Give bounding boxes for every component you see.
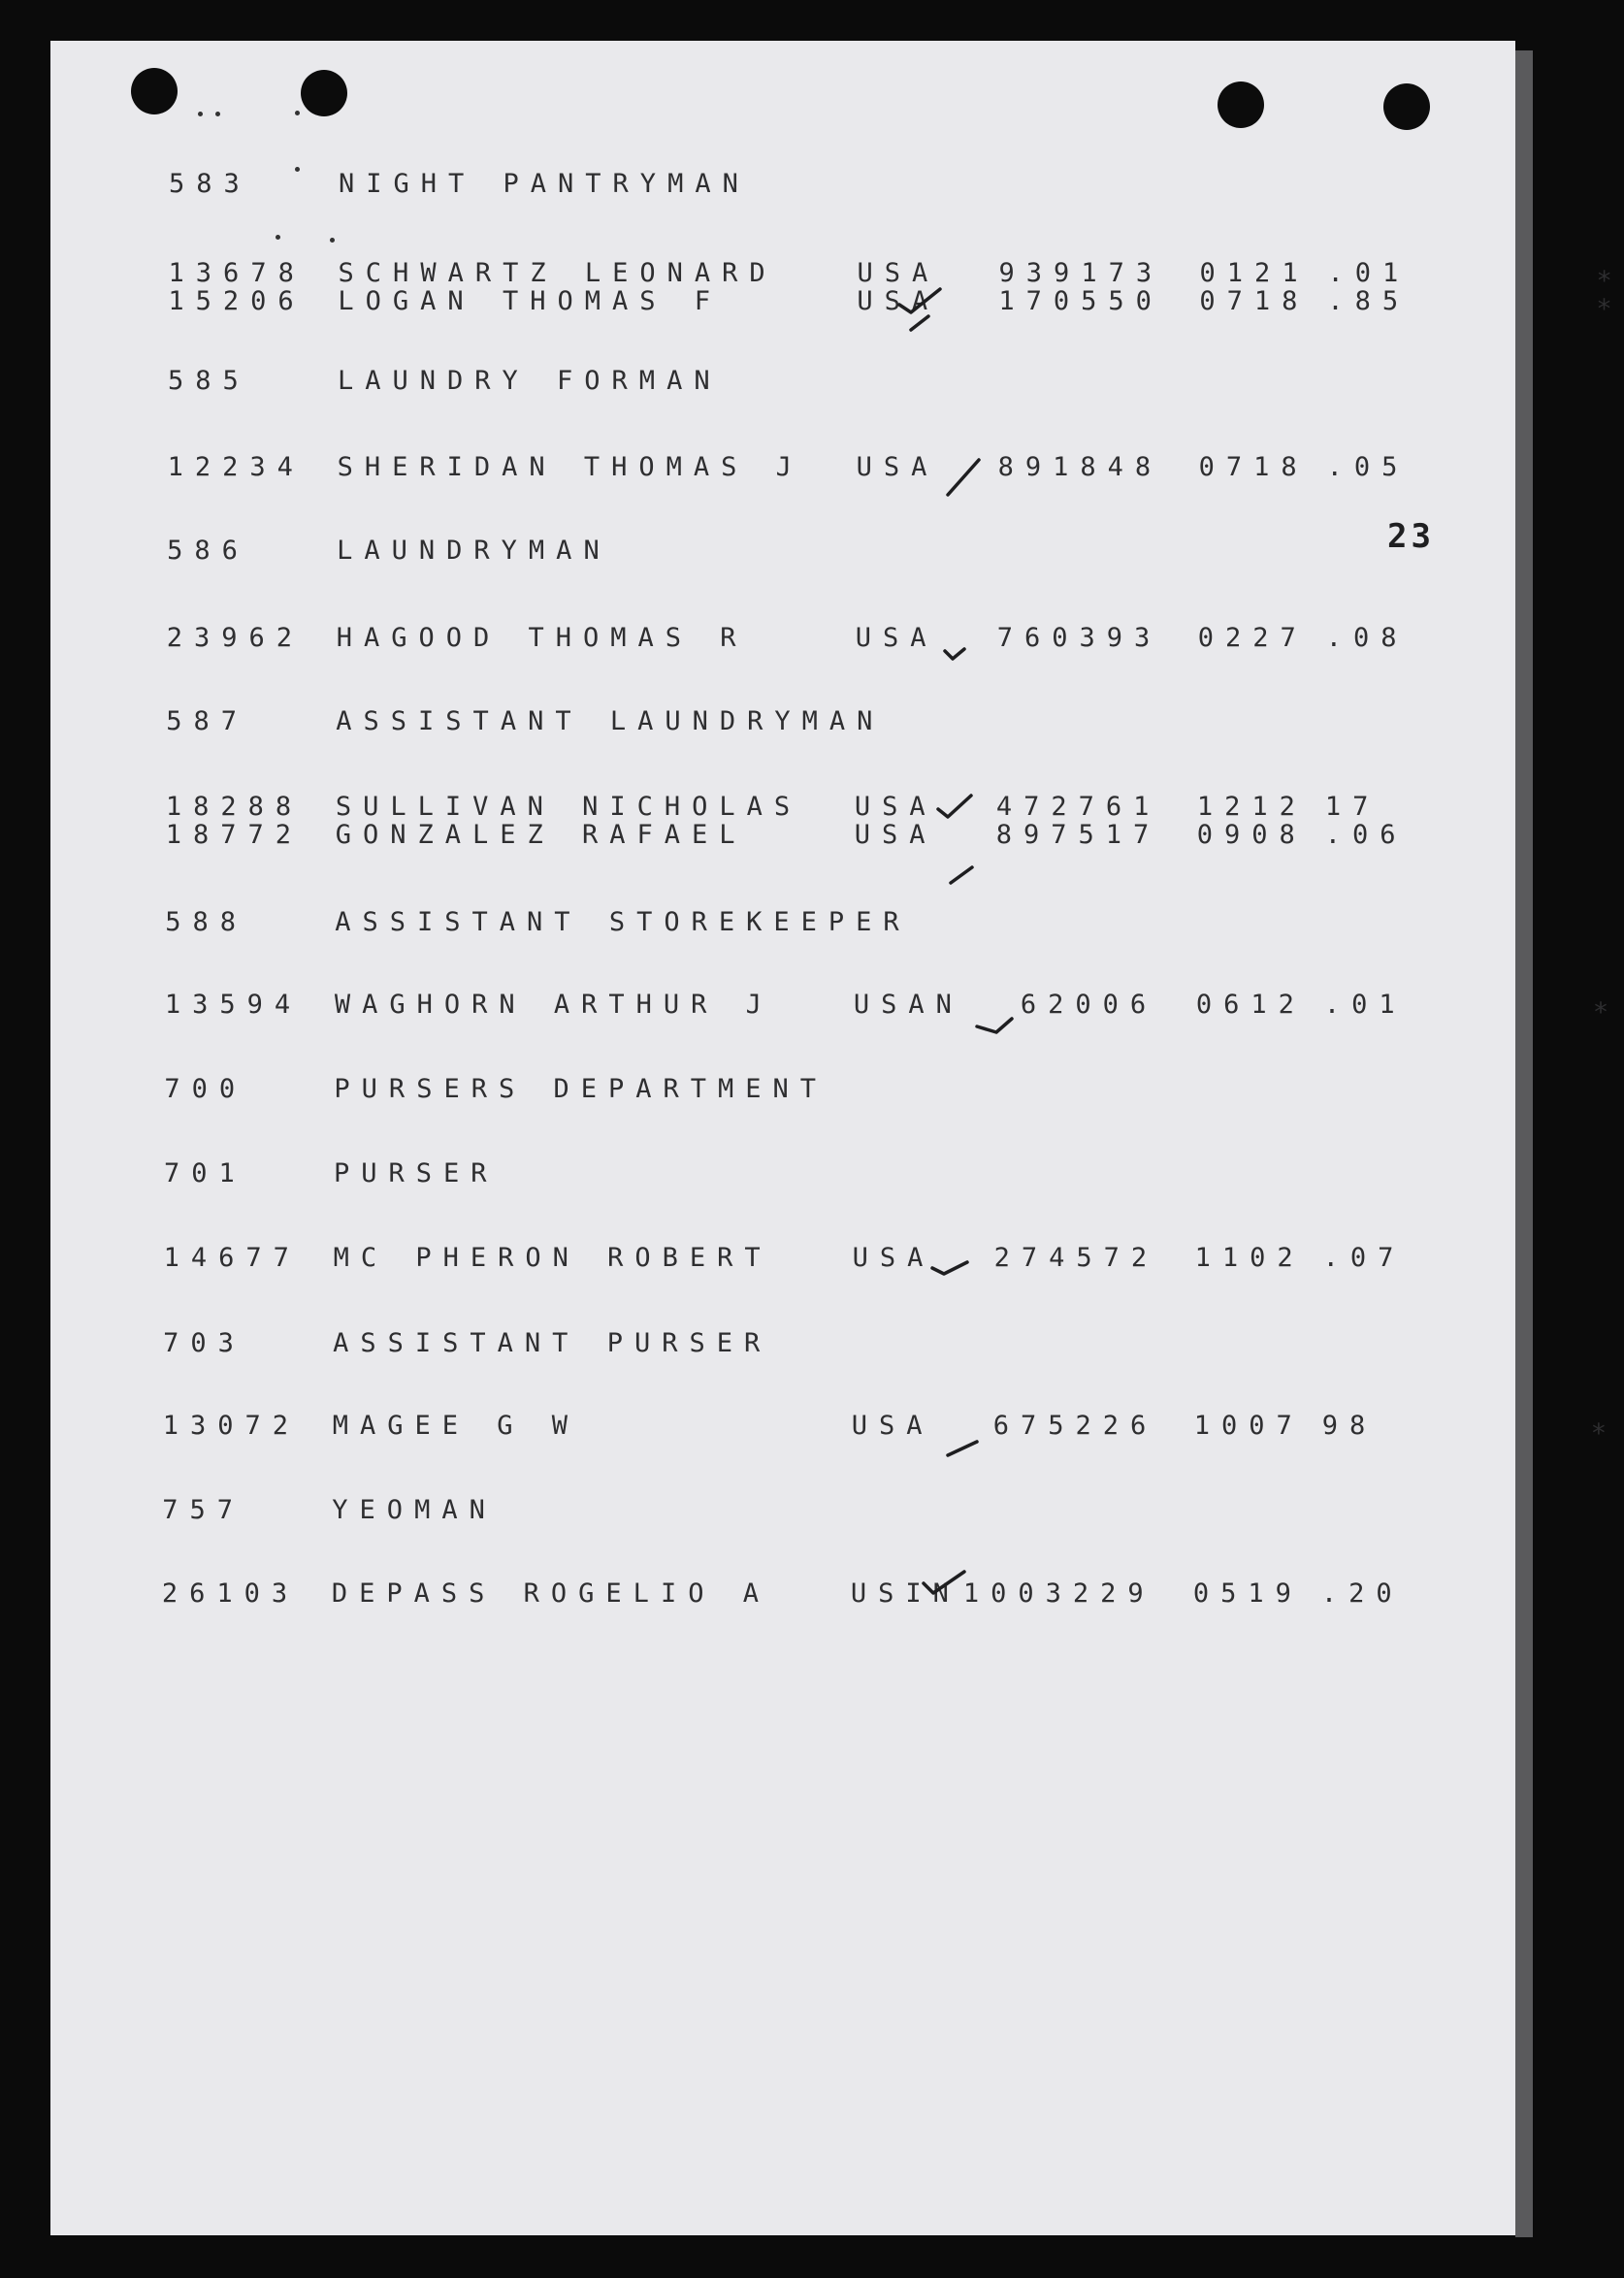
asterisk-flag: * <box>1596 266 1624 296</box>
employee-id: 23962 <box>166 623 304 653</box>
employee-id: 15206 <box>168 286 306 316</box>
check-mark-icon <box>922 1572 970 1614</box>
section-title: NIGHT PANTRYMAN <box>339 169 750 199</box>
employee-id: 13072 <box>162 1411 300 1441</box>
section-title: ASSISTANT PURSER <box>333 1328 772 1358</box>
section-code: 700 <box>164 1074 247 1104</box>
employee-country: USA <box>852 1243 935 1273</box>
employee-value: .08 <box>1325 623 1409 653</box>
employee-id: 13678 <box>168 258 306 288</box>
employee-name: HAGOOD THOMAS R <box>336 623 748 653</box>
ink-speck <box>330 238 335 243</box>
employee-country: USA <box>856 452 939 482</box>
employee-number: 897517 <box>995 820 1161 850</box>
asterisk-flag: * <box>1596 294 1624 324</box>
employee-value: .85 <box>1327 286 1411 316</box>
employee-value: 17 <box>1324 792 1380 822</box>
employee-name: DEPASS ROGELIO A <box>331 1578 770 1609</box>
document-page <box>50 41 1515 2235</box>
check-mark-icon <box>946 456 994 499</box>
section-code: 703 <box>163 1328 245 1358</box>
section-code: 757 <box>162 1495 245 1525</box>
section-title: YEOMAN <box>332 1495 497 1525</box>
employee-id: 14677 <box>163 1243 301 1273</box>
employee-date: 0908 <box>1196 820 1307 850</box>
employee-number: 62006 <box>1020 990 1158 1020</box>
employee-name: WAGHORN ARTHUR J <box>334 990 773 1020</box>
punch-hole-top-right-2 <box>1383 83 1430 130</box>
asterisk-flag: * <box>1592 997 1621 1027</box>
employee-country: USA <box>851 1411 934 1441</box>
employee-name: MC PHERON ROBERT <box>333 1243 772 1273</box>
employee-date: 1102 <box>1194 1243 1305 1273</box>
employee-number: 760393 <box>996 623 1162 653</box>
asterisk-flag: * <box>1590 1418 1618 1448</box>
employee-value: .20 <box>1320 1578 1404 1609</box>
punch-hole-top-right <box>1218 81 1264 128</box>
ink-speck <box>215 112 220 116</box>
ink-speck <box>198 112 203 116</box>
employee-number: 472761 <box>995 792 1161 822</box>
section-code: 701 <box>164 1158 246 1188</box>
employee-number: 675226 <box>992 1411 1158 1441</box>
page-number-marker: 23 <box>1387 517 1435 556</box>
section-title: ASSISTANT LAUNDRYMAN <box>336 706 885 736</box>
section-title: LAUNDRY FORMAN <box>338 366 722 396</box>
employee-country: USIN <box>850 1578 960 1609</box>
employee-country: USAN <box>853 990 963 1020</box>
check-mark-icon <box>936 784 985 827</box>
employee-id: 18772 <box>165 820 303 850</box>
ink-speck <box>276 235 280 240</box>
punch-hole-top-left-2 <box>301 70 347 116</box>
punch-hole-top-left <box>131 68 178 114</box>
employee-value: 98 <box>1321 1411 1378 1441</box>
employee-value: .01 <box>1323 990 1407 1020</box>
employee-country: USA <box>854 792 937 822</box>
paper-shadow <box>1515 50 1533 2237</box>
section-title: LAUNDRYMAN <box>337 536 611 566</box>
employee-value: .06 <box>1324 820 1408 850</box>
section-code: 586 <box>167 536 249 566</box>
employee-id: 18288 <box>165 792 304 822</box>
check-mark-icon <box>930 1260 979 1303</box>
employee-date: 0612 <box>1195 990 1306 1020</box>
employee-date: 0121 <box>1199 258 1310 288</box>
employee-id: 12234 <box>167 452 305 482</box>
employee-date: 0718 <box>1198 452 1309 482</box>
section-title: PURSER <box>334 1158 499 1188</box>
employee-id: 26103 <box>161 1578 300 1609</box>
check-mark-icon <box>946 1436 994 1479</box>
section-code: 585 <box>168 366 250 396</box>
employee-country: USA <box>857 286 940 316</box>
employee-name: SULLIVAN NICHOLAS <box>335 792 802 822</box>
section-code: 587 <box>166 706 249 736</box>
ink-speck <box>295 111 300 115</box>
check-mark-icon <box>975 1013 1023 1056</box>
employee-name: MAGEE G W <box>332 1411 580 1441</box>
section-code: 583 <box>169 169 251 199</box>
employee-id: 13594 <box>164 990 303 1020</box>
employee-name: SCHWARTZ LEONARD <box>338 258 777 288</box>
employee-value: .01 <box>1327 258 1411 288</box>
employee-country: USA <box>855 623 938 653</box>
employee-date: 1212 <box>1196 792 1307 822</box>
employee-value: .05 <box>1326 452 1410 482</box>
employee-date: 0519 <box>1192 1578 1303 1609</box>
section-title: PURSERS DEPARTMENT <box>334 1074 828 1104</box>
employee-name: GONZALEZ RAFAEL <box>335 820 747 850</box>
employee-number: 891848 <box>997 452 1163 482</box>
employee-value: .07 <box>1322 1243 1406 1273</box>
check-mark-icon <box>907 312 956 355</box>
employee-date: 0718 <box>1199 286 1310 316</box>
employee-name: SHERIDAN THOMAS J <box>337 452 803 482</box>
employee-date: 1007 <box>1193 1411 1304 1441</box>
employee-number: 939173 <box>998 258 1164 288</box>
employee-number: 1003229 <box>962 1578 1155 1609</box>
employee-date: 0227 <box>1197 623 1308 653</box>
ink-speck <box>295 167 300 172</box>
section-title: ASSISTANT STOREKEEPER <box>335 907 911 937</box>
employee-country: USA <box>857 258 940 288</box>
section-code: 588 <box>165 907 248 937</box>
check-mark-icon <box>949 860 997 902</box>
check-mark-icon <box>943 645 991 688</box>
employee-number: 274572 <box>993 1243 1159 1273</box>
employee-name: LOGAN THOMAS F <box>338 286 722 316</box>
employee-number: 170550 <box>998 286 1163 316</box>
employee-country: USA <box>854 820 937 850</box>
